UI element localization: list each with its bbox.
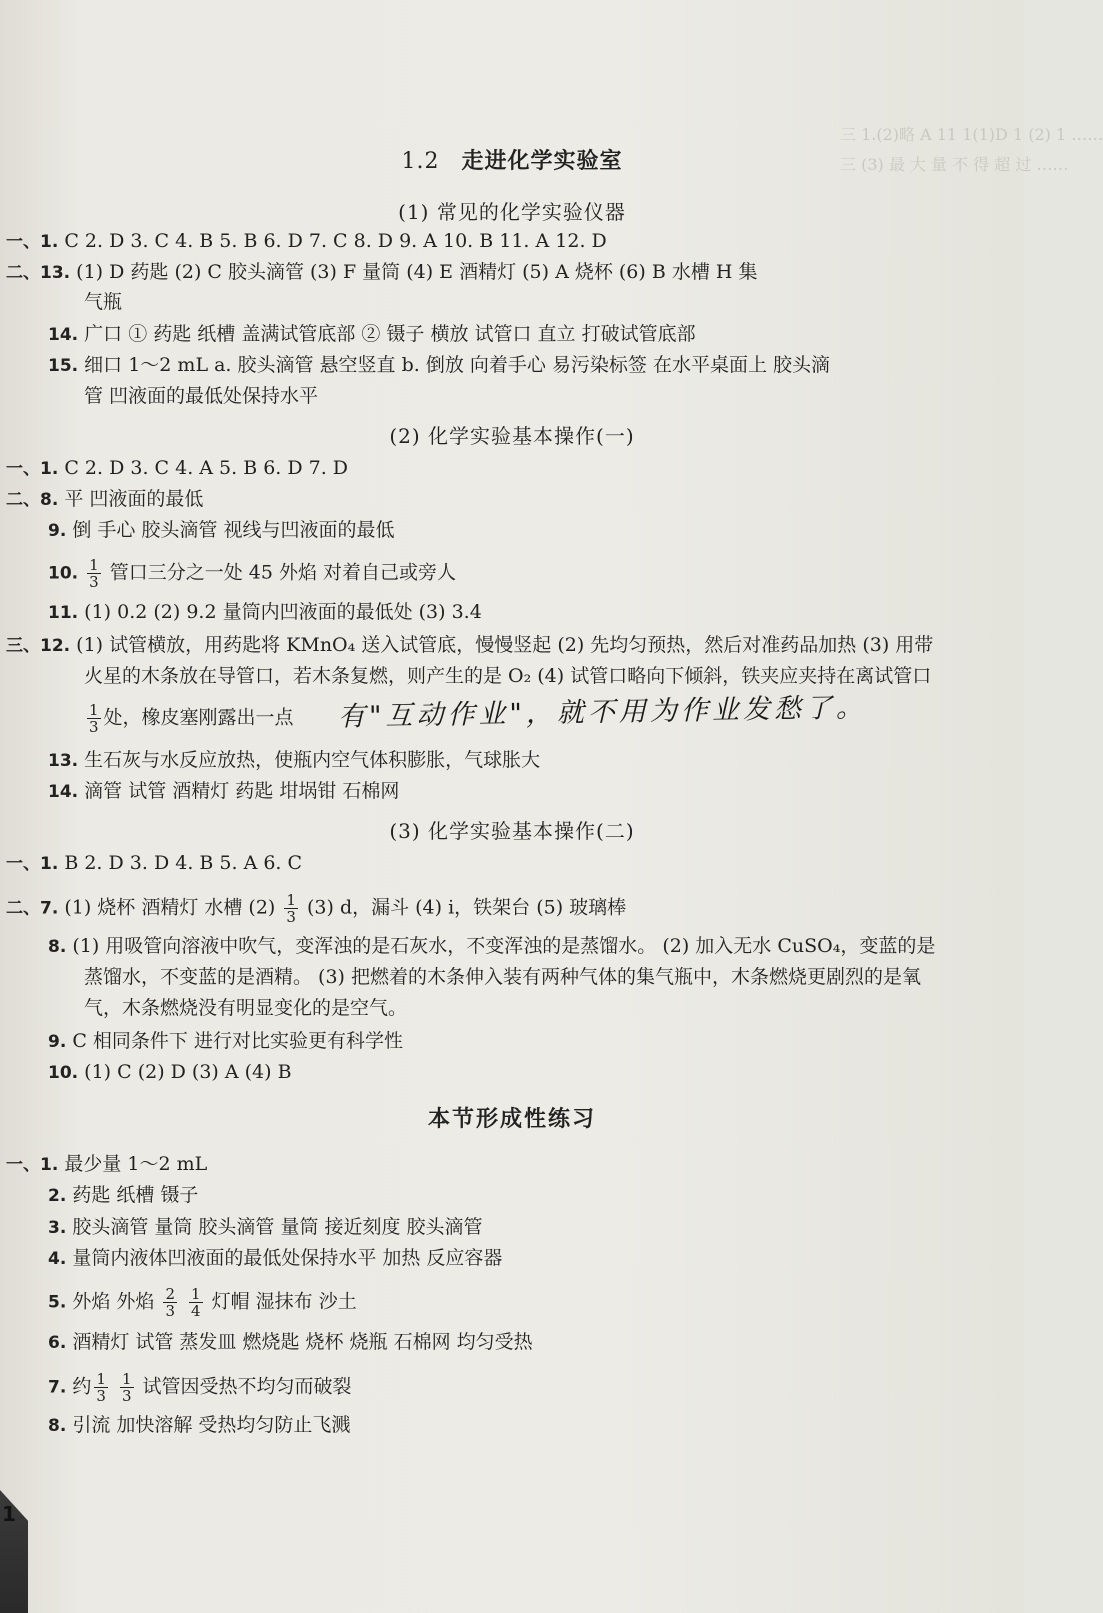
fraction-one-third: $\frac{1}{3}$ (96, 1370, 106, 1405)
answer-line: 15. 细口 1～2 mL a. 胶头滴管 悬空竖直 b. 倒放 向着手心 易污染标签 在水平桌面上 胶头滴 (48, 354, 830, 376)
answer-line: 9. C 相同条件下 进行对比实验更有科学性 (48, 1030, 403, 1052)
subsection-3-title: (3) 化学实验基本操作(二) (389, 819, 635, 843)
answer-line: 火星的木条放在导管口，若木条复燃，则产生的是 O₂ (4) 试管口略向下倾斜，铁夹应夹持在离试管口 (84, 665, 932, 687)
answer-line: 二、7. (1) 烧杯 酒精灯 水槽 (2) $\frac{1}{3}$ (3) d，漏斗 (4) i，铁架台 (5) 玻璃棒 (6, 891, 627, 926)
answer-line: 一、1. B 2. D 3. D 4. B 5. A 6. C (6, 852, 303, 874)
fraction-one-third: $\frac{1}{3}$ (121, 1370, 132, 1405)
answer-line: $\frac{1}{3}$ 处，橡皮塞刚露出一点 (89, 701, 294, 736)
section-number: 1.2 (401, 149, 440, 174)
answer-line: 14. 广口 ① 药匙 纸槽 盖满试管底部 ② 镊子 横放 试管口 直立 打破试管底部 (48, 323, 696, 345)
answer-line: 一、1. C 2. D 3. C 4. B 5. B 6. D 7. C 8. D 9. A 10. B 11. A 12. D (6, 230, 607, 252)
fraction-one-third: $\frac{1}{3}$ (89, 556, 99, 591)
answer-line: 蒸馏水，不变蓝的是酒精。 (3) 把燃着的木条伸入装有两种气体的集气瓶中，木条燃烧更剧烈的是氧 (84, 966, 921, 988)
section-title (0, 144, 1024, 175)
answer-line: 管 凹液面的最低处保持水平 (84, 385, 319, 407)
answer-line: 10. $\frac{1}{3}$ 管口三分之一处 45 外焰 对着自己或旁人 (48, 556, 457, 591)
answer-line: 二、8. 平 凹液面的最低 (6, 488, 204, 510)
subsection-4-title: 本节形成性练习 (427, 1106, 596, 1132)
answer-line: 2. 药匙 纸槽 镊子 (48, 1184, 199, 1206)
answer-line: 13. 生石灰与水反应放热，使瓶内空气体积膨胀，气球胀大 (48, 749, 541, 771)
answer-line: 5. 外焰 外焰 $\frac{2}{3}$ $\frac{1}{4}$ 灯帽 湿抹布 沙土 (48, 1285, 357, 1320)
fraction-one-third: $\frac{1}{3}$ (286, 891, 296, 926)
answer-line: 3. 胶头滴管 量筒 胶头滴管 量筒 接近刻度 胶头滴管 (48, 1216, 483, 1238)
answer-line: 7. 约 $\frac{1}{3}$ $\frac{1}{3}$ 试管因受热不均匀而破裂 (48, 1370, 352, 1405)
answer-line: 10. (1) C (2) D (3) A (4) B (48, 1061, 292, 1083)
answer-line: 气瓶 (84, 291, 123, 313)
bleed-through-text: 三 (3) 最 大 量 不 得 超 过 …… (840, 155, 1069, 174)
answer-line: 14. 滴管 试管 酒精灯 药匙 坩埚钳 石棉网 (48, 780, 400, 802)
answer-line: 二、13. (1) D 药匙 (2) C 胶头滴管 (3) F 量筒 (4) E 酒精灯 (5) A 烧杯 (6) B 水槽 H 集 (6, 261, 758, 283)
subsection-2-title: (2) 化学实验基本操作(一) (389, 424, 635, 448)
answer-line: 11. (1) 0.2 (2) 9.2 量筒内凹液面的最低处 (3) 3.4 (48, 601, 482, 623)
fraction-two-thirds: $\frac{2}{3}$ (165, 1285, 175, 1320)
page-number: 1 (2, 1502, 16, 1526)
answer-line: 一、1. 最少量 1～2 mL (6, 1153, 208, 1175)
bleed-through-text: 三 1.(2)略 A 11 1(1)D 1 (2) 1 …… (840, 125, 1103, 144)
answer-line: 一、1. C 2. D 3. C 4. A 5. B 6. D 7. D (6, 457, 349, 479)
handwritten-note: 有"互动作业"，就不用为作业发愁了。 (337, 692, 868, 733)
answer-line: 6. 酒精灯 试管 蒸发皿 燃烧匙 烧杯 烧瓶 石棉网 均匀受热 (48, 1331, 533, 1353)
answer-line: 8. 引流 加快溶解 受热均匀防止飞溅 (48, 1414, 351, 1436)
section-title-text: 走进化学实验室 (461, 148, 623, 174)
subsection-1-title: (1) 常见的化学实验仪器 (398, 200, 626, 224)
fraction-one-third: $\frac{1}{3}$ (89, 701, 99, 736)
answer-line: 三、12. (1) 试管横放，用药匙将 KMnO₄ 送入试管底，慢慢竖起 (2) 先均匀预热，然后对准药品加热 (3) 用带 (6, 634, 934, 656)
answer-line: 8. (1) 用吸管向溶液中吹气，变浑浊的是石灰水，不变浑浊的是蒸馏水。 (2) 加入无水 CuSO₄，变蓝的是 (48, 935, 936, 957)
answer-line: 气，木条燃烧没有明显变化的是空气。 (84, 997, 408, 1019)
answer-line: 4. 量筒内液体凹液面的最低处保持水平 加热 反应容器 (48, 1247, 503, 1269)
fraction-one-quarter: $\frac{1}{4}$ (191, 1285, 201, 1320)
answer-line: 9. 倒 手心 胶头滴管 视线与凹液面的最低 (48, 519, 395, 541)
